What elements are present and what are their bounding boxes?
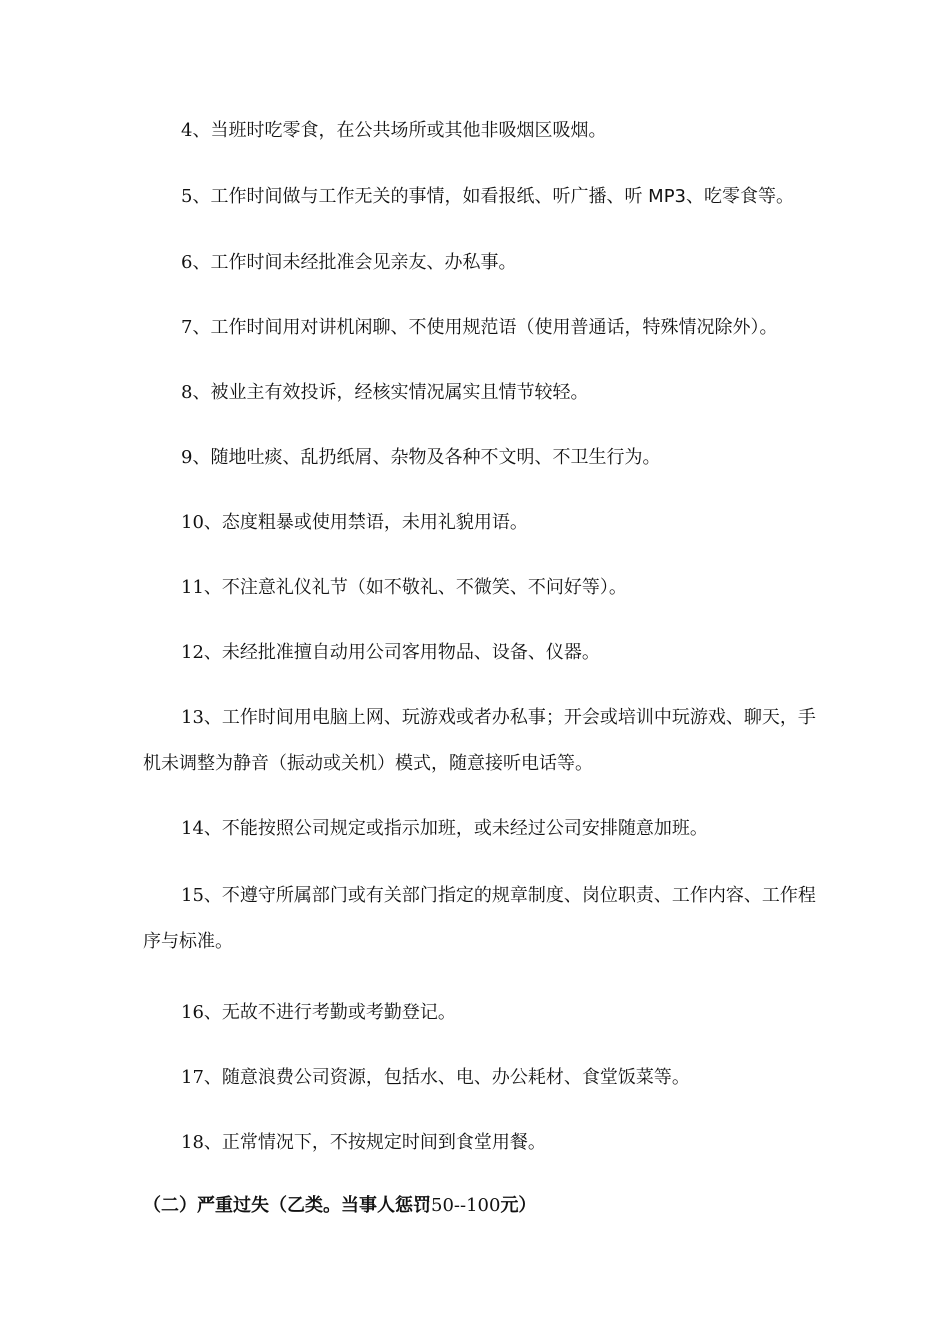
list-item <box>143 806 833 852</box>
item-number: 9 <box>181 447 193 468</box>
item-text: 、不遵守所属部门或有关部门指定的规章制度、岗位职责、工作内容、工作程序与标准。 <box>143 885 816 952</box>
heading-suffix: 元） <box>500 1195 537 1216</box>
item-number: 8 <box>181 382 193 403</box>
heading-range: 50--100 <box>431 1195 501 1216</box>
item-number: 16 <box>181 1002 204 1023</box>
item-text: 、工作时间用电脑上网、玩游戏或者办私事；开会或培训中玩游戏、聊天，手机未调整为静音（振动或关机）模式，随意接听电话等。 <box>143 707 816 774</box>
list-item <box>143 990 833 1036</box>
list-item <box>143 174 833 220</box>
list-item <box>143 435 833 481</box>
item-text: 、工作时间用对讲机闲聊、不使用规范语（使用普通话，特殊情况除外）。 <box>192 317 778 338</box>
list-item <box>143 108 833 154</box>
item-text: 、被业主有效投诉，经核实情况属实且情节较轻。 <box>192 382 589 403</box>
item-number: 5 <box>181 186 193 207</box>
item-number: 7 <box>181 317 193 338</box>
list-item <box>143 565 833 611</box>
item-text: 、随地吐痰、乱扔纸屑、杂物及各种不文明、不卫生行为。 <box>192 447 661 468</box>
list-item <box>143 873 833 965</box>
item-number: 17 <box>181 1067 204 1088</box>
item-number: 14 <box>181 818 204 839</box>
item-text: 、不注意礼仪礼节（如不敬礼、不微笑、不问好等）。 <box>203 577 627 598</box>
section-heading <box>143 1191 833 1221</box>
heading-prefix: （二）严重过失（乙类。当事人惩罚 <box>143 1195 431 1216</box>
list-item <box>143 1120 833 1166</box>
item-number: 10 <box>181 512 204 533</box>
item-text: 、未经批准擅自动用公司客用物品、设备、仪器。 <box>203 642 600 663</box>
item-number: 6 <box>181 252 193 273</box>
list-item <box>143 1055 833 1101</box>
item-number: 4 <box>181 120 193 141</box>
item-number: 13 <box>181 707 204 728</box>
list-item <box>143 695 833 787</box>
item-text: 、当班时吃零食，在公共场所或其他非吸烟区吸烟。 <box>192 120 607 141</box>
list-item <box>143 305 833 351</box>
list-item <box>143 240 833 286</box>
item-text: 、工作时间未经批准会见亲友、办私事。 <box>192 252 517 273</box>
item-text: 、无故不进行考勤或考勤登记。 <box>203 1002 456 1023</box>
item-number: 18 <box>181 1132 204 1153</box>
item-number: 15 <box>181 885 204 906</box>
item-number: 12 <box>181 642 204 663</box>
list-item <box>143 370 833 416</box>
item-text: 、随意浪费公司资源，包括水、电、办公耗材、食堂饭菜等。 <box>203 1067 690 1088</box>
item-text: 、不能按照公司规定或指示加班，或未经过公司安排随意加班。 <box>203 818 708 839</box>
list-item <box>143 630 833 676</box>
list-item <box>143 500 833 546</box>
item-text: 、工作时间做与工作无关的事情，如看报纸、听广播、听 MP3、吃零食等。 <box>192 186 795 207</box>
item-text: 、态度粗暴或使用禁语，未用礼貌用语。 <box>203 512 528 533</box>
item-number: 11 <box>181 577 204 598</box>
item-text: 、正常情况下，不按规定时间到食堂用餐。 <box>203 1132 546 1153</box>
